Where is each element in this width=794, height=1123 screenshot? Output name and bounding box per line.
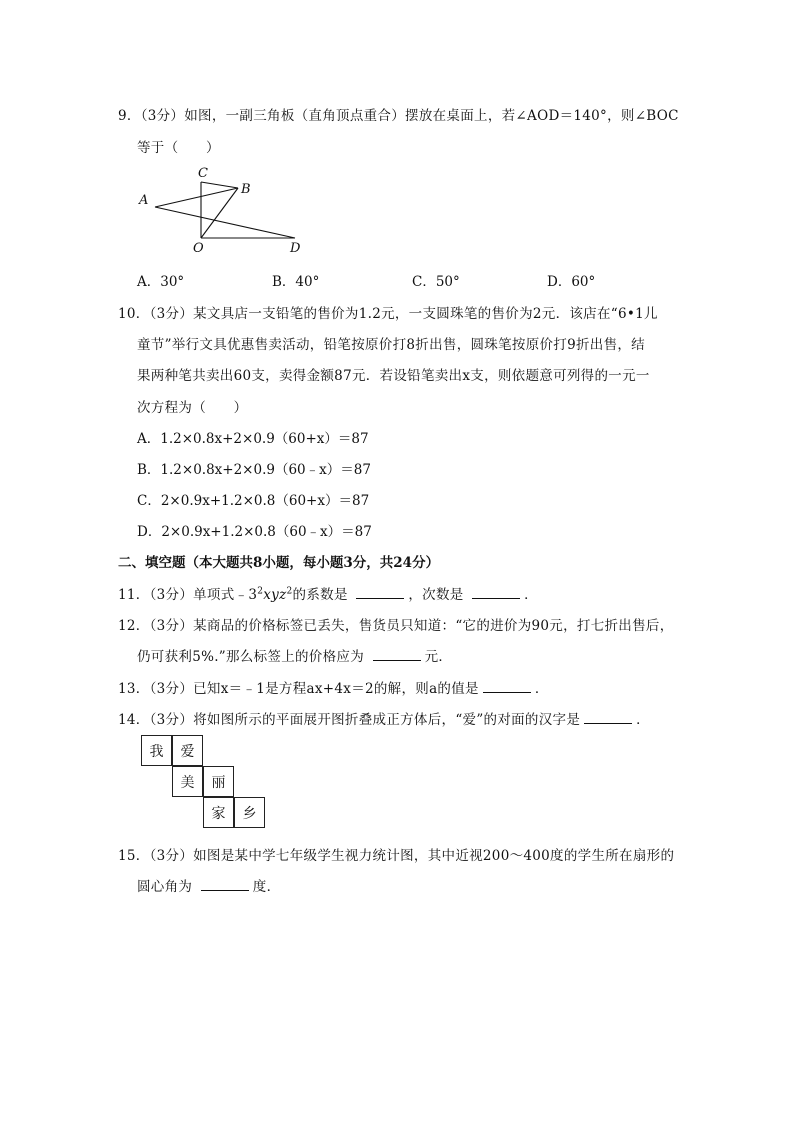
q11-line: [118, 583, 538, 603]
q15-line2: [137, 875, 280, 895]
q12-price-blank[interactable]: [373, 648, 421, 661]
q13-answer-blank[interactable]: [483, 680, 531, 693]
q10-line1: 10．（3分）某文具店一支铅笔的售价为1.2元，一支圆珠笔的售价为2元．该店在“6•1儿: [118, 306, 658, 322]
q14-text-after: ．: [636, 712, 650, 728]
q11-degree-blank[interactable]: [472, 586, 520, 599]
cube-cell-4: 丽: [203, 766, 234, 797]
cube-cell-3: 美: [172, 766, 203, 797]
q9-option-a: A．30°: [137, 274, 185, 290]
cube-cell-1: 我: [141, 735, 172, 766]
q11-exponent-2: 2: [286, 586, 293, 597]
q12-line2: [137, 645, 452, 665]
q11-coefficient-label: 的系数是: [292, 587, 348, 603]
q9-option-c: C．50°: [412, 274, 460, 290]
q11-end: ．: [524, 587, 538, 603]
q12-text-before: 仍可获利5%.”那么标签上的价格应为: [137, 649, 365, 665]
q15-angle-blank[interactable]: [201, 878, 249, 891]
q12-text-after: 元．: [424, 649, 453, 665]
q15-text-after: 度．: [252, 879, 281, 895]
q9-option-d: D．60°: [547, 274, 596, 290]
q11-coefficient-blank[interactable]: [356, 586, 404, 599]
q9-option-b: B．40°: [272, 274, 320, 290]
q9-line1: 9．（3分）如图，一副三角板（直角顶点重合）摆放在桌面上，若∠AOD＝140°，则∠BOC: [118, 108, 679, 124]
q12-line1: 12．（3分）某商品的价格标签已丢失，售货员只知道：“它的进价为90元，打七折出售后，: [118, 618, 674, 634]
q10-option-b: B．1.2×0.8x+2×0.9（60﹣x）＝87: [137, 462, 371, 478]
point-label-d: D: [290, 241, 301, 256]
q10-option-a: A．1.2×0.8x+2×0.9（60+x）＝87: [137, 431, 369, 447]
q13-text-after: ．: [534, 681, 549, 697]
cube-cell-6: 乡: [234, 797, 265, 828]
q10-option-d: D．2×0.9x+1.2×0.8（60﹣x）＝87: [137, 524, 372, 540]
cube-net-figure: [141, 735, 271, 835]
q11-variables: xyz: [263, 587, 287, 603]
point-label-b: B: [241, 182, 251, 197]
point-label-o: O: [193, 241, 204, 256]
cube-cell-2: 爱: [172, 735, 203, 766]
q14-line: [118, 708, 650, 728]
q13-text-before: 13．（3分）已知x＝﹣1是方程ax+4x＝2的解，则a的值是: [118, 681, 479, 697]
q13-line: [118, 677, 549, 697]
q10-line3: 果两种笔共卖出60支，卖得金额87元．若设铅笔卖出x支，则依题意可列得的一元一: [137, 368, 650, 384]
q11-text-before: 11．（3分）单项式﹣3: [118, 587, 258, 603]
q14-text-before: 14．（3分）将如图所示的平面展开图折叠成正方体后，“爱”的对面的汉字是: [118, 712, 581, 728]
section-heading: 二、填空题（本大题共8小题，每小题3分，共24分）: [118, 555, 440, 571]
q9-line2: 等于（ ）: [137, 140, 220, 156]
q15-line1: 15．（3分）如图是某中学七年级学生视力统计图，其中近视200～400度的学生所在扇形的: [118, 848, 675, 864]
q10-option-c: C．2×0.9x+1.2×0.8（60+x）＝87: [137, 493, 370, 509]
q10-line4: 次方程为（ ）: [137, 400, 248, 416]
q14-answer-blank[interactable]: [584, 711, 632, 724]
q11-exponent-1: 2: [257, 586, 264, 597]
point-label-c: C: [198, 166, 208, 181]
triangle-figure: [130, 160, 320, 260]
q15-text-before: 圆心角为: [137, 879, 193, 895]
q10-line2: 童节”举行文具优惠售卖活动，铅笔按原价打8折出售，圆珠笔按原价打9折出售，结: [137, 337, 645, 353]
point-label-a: A: [139, 193, 149, 208]
cube-cell-5: 家: [203, 797, 234, 828]
q11-degree-label: ，次数是: [408, 587, 464, 603]
